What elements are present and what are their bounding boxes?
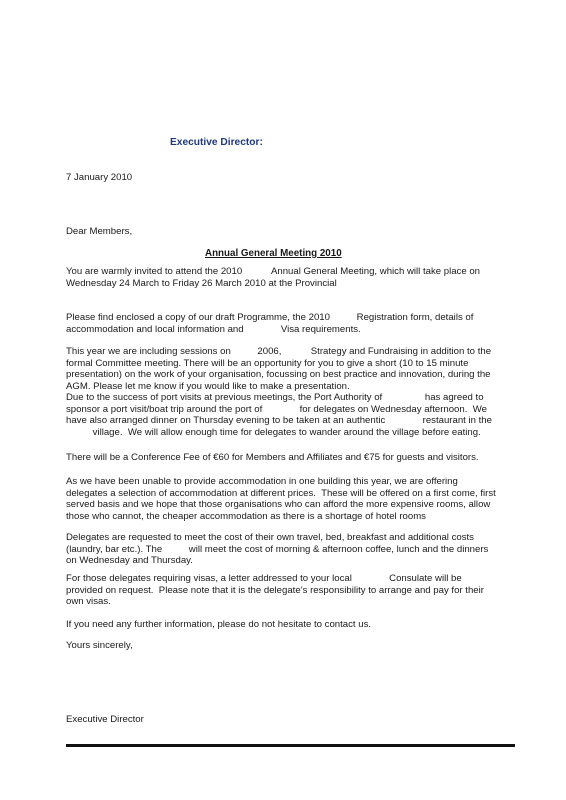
paragraph-line: As we have been unable to provide accommodation in one building this year, we are offering: [66, 476, 458, 487]
letter-date: 7 January 2010: [66, 172, 133, 183]
paragraph-line: served basis and we hope that those organisations who can afford the more expensive rooms, allow: [66, 499, 491, 511]
salutation: Dear Members,: [66, 226, 133, 237]
paragraph-line: presentation) on the work of your organisation, focussing on best practice and innovation, during the: [66, 369, 491, 381]
paragraph-sessions: [66, 346, 502, 392]
paragraph-line: Due to the success of port visits at previous meetings, the Port Authority of has agreed to: [66, 392, 484, 403]
letter-heading: Executive Director:: [170, 137, 263, 148]
paragraph-line: (laundry, bar etc.). The will meet the cost of morning & afternoon coffee, lunch and the dinners: [66, 543, 489, 555]
paragraph-port-visit: [66, 392, 502, 438]
paragraph-enclosures: [66, 312, 502, 335]
paragraph-line: those who cannot, the cheaper accommodation as there is a shortage of hotel rooms: [66, 510, 426, 522]
paragraph-line: AGM. Please let me know if you would like to make a presentation.: [66, 380, 350, 392]
paragraph-visas: [66, 573, 502, 608]
paragraph-line: This year we are including sessions on 2006, Strategy and Fundraising in addition to the: [66, 346, 492, 357]
paragraph-invitation: [66, 266, 502, 289]
signature-title: Executive Director: [66, 714, 144, 725]
paragraph-delegate-costs: [66, 532, 502, 567]
paragraph-line: You are warmly invited to attend the 2010 Annual General Meeting, which will take place on: [66, 266, 481, 277]
closing: Yours sincerely,: [66, 640, 133, 651]
paragraph-line: provided on request. Please note that it is the delegate’s responsibility to arrange and pay for their: [66, 584, 484, 596]
paragraph-line: on Wednesday and Thursday.: [66, 555, 193, 567]
paragraph-line: If you need any further information, please do not hesitate to contact us.: [66, 619, 372, 630]
paragraph-line: own visas.: [66, 596, 111, 608]
paragraph-conference-fee: [66, 452, 502, 464]
paragraph-line: Please find enclosed a copy of our draft Programme, the 2010 Registration form, details of: [66, 312, 474, 323]
paragraph-line: have also arranged dinner on Thursday evening to be taken at an authentic restaurant in the: [66, 415, 492, 427]
paragraph-line: Delegates are requested to meet the cost of their own travel, bed, breakfast and additional costs: [66, 532, 474, 543]
paragraph-line: Wednesday 24 March to Friday 26 March 2010 at the Provincial: [66, 277, 337, 289]
paragraph-line: sponsor a port visit/boat trip around the port of for delegates on Wednesday afternoon. We: [66, 403, 487, 415]
subject-line: Annual General Meeting 2010: [205, 248, 342, 259]
paragraph-line: formal Committee meeting. There will be an opportunity for you to give a short (10 to 15 minute: [66, 357, 469, 369]
paragraph-contact: [66, 619, 502, 631]
paragraph-line: village. We will allow enough time for delegates to wander around the village before eating.: [66, 426, 481, 438]
paragraph-accommodation: [66, 476, 502, 522]
footer-divider: [66, 744, 515, 747]
paragraph-line: There will be a Conference Fee of €60 for Members and Affiliates and €75 for guests and visitors.: [66, 452, 479, 463]
paragraph-line: delegates a selection of accommodation at different prices. These will be offered on a first come, first: [66, 487, 496, 499]
paragraph-line: For those delegates requiring visas, a letter addressed to your local Consulate will be: [66, 573, 462, 584]
paragraph-line: accommodation and local information and Visa requirements.: [66, 323, 361, 335]
